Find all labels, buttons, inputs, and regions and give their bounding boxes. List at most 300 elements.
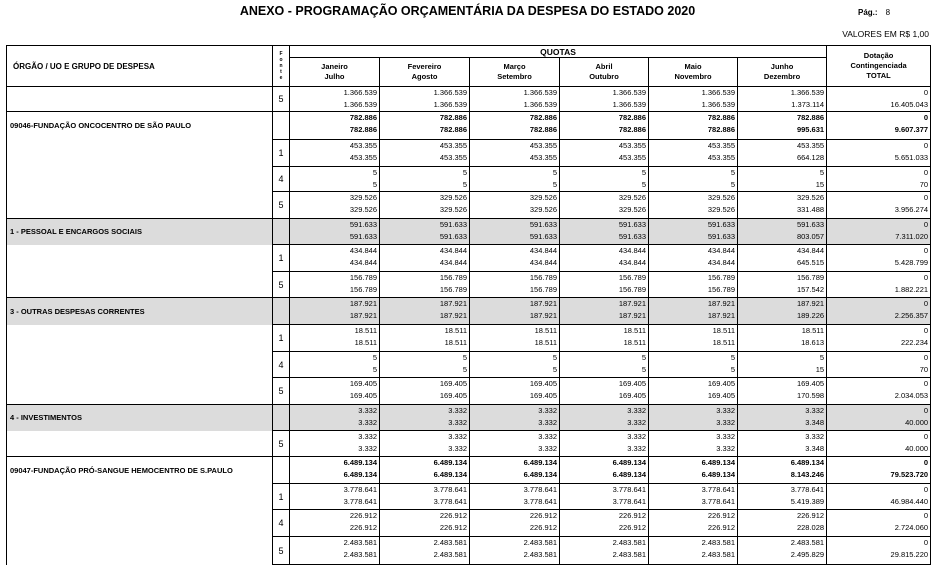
first-semester-value: 3.778.641 xyxy=(612,485,646,494)
second-semester-value: 228.028 xyxy=(796,522,825,532)
second-semester-value: 453.355 xyxy=(529,152,557,162)
second-semester-value: 329.526 xyxy=(618,204,646,214)
dotacao-cell xyxy=(827,219,931,245)
second-semester-value: 170.598 xyxy=(796,390,825,400)
first-semester-value: 434.844 xyxy=(349,246,377,255)
table-row xyxy=(7,352,931,378)
second-semester-value: 434.844 xyxy=(618,257,646,267)
second-semester-value: 169.405 xyxy=(439,390,467,400)
second-semester-value: 3.332 xyxy=(358,443,377,453)
total-label: TOTAL xyxy=(866,71,891,80)
total-value: 40.000 xyxy=(905,443,929,453)
month-value-cell xyxy=(738,87,827,112)
first-semester-value: 782.886 xyxy=(529,113,557,122)
org-cell xyxy=(7,431,273,457)
second-semester-value: 2.495.829 xyxy=(790,549,825,559)
second-semester-value: 434.844 xyxy=(439,257,467,267)
second-semester-value: 18.511 xyxy=(712,337,735,347)
total-value: 5.428.799 xyxy=(894,257,929,267)
month-value-cell xyxy=(738,140,827,167)
first-semester-value: 2.483.581 xyxy=(790,538,825,547)
first-semester-value: 18.511 xyxy=(354,326,377,335)
fonte-column-header xyxy=(273,46,290,87)
second-semester-value: 157.542 xyxy=(796,284,825,294)
total-value: 70 xyxy=(919,179,929,189)
second-semester-value: 782.886 xyxy=(618,124,646,134)
quotas-header: QUOTAS xyxy=(290,46,827,58)
second-semester-value: 156.789 xyxy=(618,284,646,294)
second-semester-value: 5 xyxy=(641,364,646,374)
dotacao-cell xyxy=(827,192,931,219)
month-value-cell xyxy=(738,112,827,140)
first-semester-value: 1.366.539 xyxy=(523,88,557,97)
total-value: 222.234 xyxy=(900,337,929,347)
month-value-cell xyxy=(560,112,649,140)
table-row xyxy=(7,378,931,405)
dotacao-cell xyxy=(827,298,931,325)
month-value-cell xyxy=(470,405,560,431)
second-semester-value: 226.912 xyxy=(529,522,557,532)
month-value-cell xyxy=(380,325,470,352)
first-semester-value: 782.886 xyxy=(439,113,467,122)
month-value-cell xyxy=(290,167,380,192)
first-semester-value: 453.355 xyxy=(349,141,377,150)
fonte-letter: e xyxy=(279,75,283,81)
first-semester-value: 3.332 xyxy=(627,406,646,415)
dotacao-cell xyxy=(827,537,931,565)
first-semester-value: 3.778.641 xyxy=(523,485,557,494)
contingenciada-value: 0 xyxy=(923,511,929,520)
month-value-cell xyxy=(470,352,560,378)
month-value-cell xyxy=(649,325,738,352)
month-value-cell xyxy=(738,325,827,352)
total-value: 2.724.060 xyxy=(894,522,929,532)
second-semester-value: 2.483.581 xyxy=(343,549,377,559)
month-value-cell xyxy=(560,87,649,112)
month-header-5 xyxy=(649,58,738,87)
dotacao-cell xyxy=(827,245,931,272)
total-value: 79.523.720 xyxy=(890,469,929,479)
second-semester-value: 591.633 xyxy=(529,231,557,241)
month-value-cell xyxy=(649,298,738,325)
first-semester-value: 18.511 xyxy=(623,326,646,335)
contingenciada-value: 0 xyxy=(923,246,929,255)
first-semester-value: 329.526 xyxy=(618,193,646,202)
first-semester-value: 3.332 xyxy=(358,406,377,415)
second-semester-value: 5 xyxy=(462,364,467,374)
second-semester-value: 591.633 xyxy=(707,231,735,241)
total-value: 5.651.033 xyxy=(894,152,929,162)
month-bottom: Agosto xyxy=(411,72,438,81)
contingenciada-label: Contingenciada xyxy=(850,61,907,70)
month-value-cell xyxy=(380,112,470,140)
first-semester-value: 18.511 xyxy=(801,326,825,335)
second-semester-value: 226.912 xyxy=(349,522,377,532)
org-cell xyxy=(7,272,273,298)
dotacao-cell xyxy=(827,140,931,167)
month-value-cell xyxy=(649,378,738,405)
month-top: Junho xyxy=(770,62,794,71)
month-value-cell xyxy=(470,192,560,219)
first-semester-value: 156.789 xyxy=(618,273,646,282)
fonte-cell: 5 xyxy=(273,87,290,112)
month-value-cell xyxy=(470,457,560,484)
first-semester-value: 226.912 xyxy=(707,511,735,520)
dotacao-cell xyxy=(827,405,931,431)
dotacao-cell xyxy=(827,272,931,298)
org-cell xyxy=(7,167,273,192)
month-value-cell xyxy=(380,140,470,167)
second-semester-value: 453.355 xyxy=(439,152,467,162)
first-semester-value: 3.332 xyxy=(538,406,557,415)
month-value-cell xyxy=(380,298,470,325)
first-semester-value: 187.921 xyxy=(796,299,825,308)
second-semester-value: 187.921 xyxy=(529,310,557,320)
month-value-cell xyxy=(738,352,827,378)
second-semester-value: 5.419.389 xyxy=(790,496,825,506)
org-cell xyxy=(7,537,273,565)
first-semester-value: 453.355 xyxy=(618,141,646,150)
second-semester-value: 189.226 xyxy=(796,310,825,320)
table-row xyxy=(7,484,931,510)
month-value-cell xyxy=(560,272,649,298)
month-value-cell xyxy=(560,537,649,565)
month-value-cell xyxy=(290,140,380,167)
month-value-cell xyxy=(470,378,560,405)
first-semester-value: 226.912 xyxy=(529,511,557,520)
month-value-cell xyxy=(649,140,738,167)
contingenciada-value: 0 xyxy=(923,168,929,177)
table-row xyxy=(7,112,931,140)
table-row xyxy=(7,87,931,112)
month-value-cell xyxy=(738,219,827,245)
second-semester-value: 782.886 xyxy=(439,124,467,134)
dotacao-cell xyxy=(827,484,931,510)
month-value-cell xyxy=(560,219,649,245)
org-cell xyxy=(7,352,273,378)
first-semester-value: 782.886 xyxy=(349,113,377,122)
total-value: 2.034.053 xyxy=(894,390,929,400)
month-header-2 xyxy=(380,58,470,87)
total-value: 2.256.357 xyxy=(894,310,929,320)
second-semester-value: 3.778.641 xyxy=(433,496,467,506)
second-semester-value: 3.778.641 xyxy=(343,496,377,506)
first-semester-value: 226.912 xyxy=(796,511,825,520)
table-row xyxy=(7,219,931,245)
month-bottom: Dezembro xyxy=(763,72,801,81)
month-value-cell xyxy=(738,272,827,298)
first-semester-value: 169.405 xyxy=(349,379,377,388)
month-header-1 xyxy=(290,58,380,87)
first-semester-value: 1.366.539 xyxy=(790,88,825,97)
second-semester-value: 434.844 xyxy=(707,257,735,267)
first-semester-value: 434.844 xyxy=(529,246,557,255)
total-value: 3.956.274 xyxy=(894,204,929,214)
first-semester-value: 3.332 xyxy=(716,432,735,441)
first-semester-value: 434.844 xyxy=(439,246,467,255)
month-value-cell xyxy=(738,298,827,325)
second-semester-value: 3.778.641 xyxy=(523,496,557,506)
month-value-cell xyxy=(290,457,380,484)
first-semester-value: 453.355 xyxy=(707,141,735,150)
org-cell: 1 - PESSOAL E ENCARGOS SOCIAIS xyxy=(7,219,273,245)
table-row xyxy=(7,298,931,325)
first-semester-value: 5 xyxy=(819,168,825,177)
first-semester-value: 3.332 xyxy=(448,432,467,441)
second-semester-value: 5 xyxy=(730,364,735,374)
first-semester-value: 5 xyxy=(641,353,646,362)
month-value-cell xyxy=(380,537,470,565)
month-value-cell xyxy=(380,484,470,510)
first-semester-value: 5 xyxy=(372,353,377,362)
month-value-cell xyxy=(560,405,649,431)
fonte-letter: o xyxy=(279,57,283,63)
table-row xyxy=(7,192,931,219)
month-header-3 xyxy=(470,58,560,87)
first-semester-value: 187.921 xyxy=(618,299,646,308)
month-value-cell xyxy=(470,537,560,565)
budget-table xyxy=(6,45,931,565)
table-row xyxy=(7,245,931,272)
second-semester-value: 3.332 xyxy=(448,443,467,453)
fonte-cell xyxy=(273,405,290,431)
first-semester-value: 453.355 xyxy=(439,141,467,150)
month-value-cell xyxy=(470,272,560,298)
org-cell xyxy=(7,325,273,352)
second-semester-value: 18.613 xyxy=(801,337,825,347)
table-body xyxy=(7,87,931,565)
month-value-cell xyxy=(738,484,827,510)
first-semester-value: 5 xyxy=(552,168,557,177)
month-value-cell xyxy=(649,484,738,510)
month-top: Maio xyxy=(684,62,702,71)
month-value-cell xyxy=(380,352,470,378)
second-semester-value: 2.483.581 xyxy=(701,549,735,559)
month-value-cell xyxy=(738,431,827,457)
month-value-cell xyxy=(649,192,738,219)
first-semester-value: 3.332 xyxy=(805,406,825,415)
fonte-cell: 5 xyxy=(273,192,290,219)
month-value-cell xyxy=(470,325,560,352)
first-semester-value: 434.844 xyxy=(618,246,646,255)
first-semester-value: 453.355 xyxy=(529,141,557,150)
month-value-cell xyxy=(380,167,470,192)
first-semester-value: 5 xyxy=(462,168,467,177)
first-semester-value: 591.633 xyxy=(529,220,557,229)
month-value-cell xyxy=(560,431,649,457)
org-column-header: ÓRGÃO / UO E GRUPO DE DESPESA xyxy=(7,46,273,87)
second-semester-value: 453.355 xyxy=(707,152,735,162)
first-semester-value: 2.483.581 xyxy=(612,538,646,547)
first-semester-value: 169.405 xyxy=(529,379,557,388)
month-value-cell xyxy=(470,219,560,245)
first-semester-value: 782.886 xyxy=(796,113,825,122)
month-value-cell xyxy=(560,245,649,272)
second-semester-value: 3.332 xyxy=(538,443,557,453)
first-semester-value: 18.511 xyxy=(534,326,557,335)
total-value: 7.311.020 xyxy=(895,231,929,241)
first-semester-value: 156.789 xyxy=(439,273,467,282)
month-value-cell xyxy=(290,431,380,457)
second-semester-value: 782.886 xyxy=(529,124,557,134)
fonte-cell: 5 xyxy=(273,431,290,457)
org-cell: 09047-FUNDAÇÃO PRÓ-SANGUE HEMOCENTRO DE S.PAULO xyxy=(7,457,273,484)
month-value-cell xyxy=(560,457,649,484)
first-semester-value: 782.886 xyxy=(707,113,735,122)
contingenciada-value: 0 xyxy=(923,326,929,335)
month-value-cell xyxy=(560,510,649,537)
first-semester-value: 329.526 xyxy=(349,193,377,202)
month-value-cell xyxy=(649,167,738,192)
first-semester-value: 453.355 xyxy=(796,141,825,150)
first-semester-value: 169.405 xyxy=(618,379,646,388)
report-title: ANEXO - PROGRAMAÇÃO ORÇAMENTÁRIA DA DESPESA DO ESTADO 2020 xyxy=(239,4,696,18)
contingenciada-value: 0 xyxy=(923,88,929,97)
dotacao-cell xyxy=(827,457,931,484)
month-top: Fevereiro xyxy=(407,62,442,71)
second-semester-value: 156.789 xyxy=(349,284,377,294)
contingenciada-value: 0 xyxy=(923,141,929,150)
month-value-cell xyxy=(560,378,649,405)
first-semester-value: 5 xyxy=(730,353,735,362)
second-semester-value: 3.332 xyxy=(448,417,467,427)
month-top: Abril xyxy=(595,62,613,71)
org-cell xyxy=(7,87,273,112)
second-semester-value: 5 xyxy=(552,364,557,374)
month-value-cell xyxy=(738,378,827,405)
fonte-cell: 5 xyxy=(273,378,290,405)
first-semester-value: 5 xyxy=(372,168,377,177)
table-row xyxy=(7,537,931,565)
table-row xyxy=(7,510,931,537)
month-top: Março xyxy=(503,62,526,71)
first-semester-value: 591.633 xyxy=(439,220,467,229)
total-value: 1.882.221 xyxy=(894,284,929,294)
second-semester-value: 1.366.539 xyxy=(433,99,467,109)
month-value-cell xyxy=(470,484,560,510)
total-value: 70 xyxy=(919,364,929,374)
fonte-cell xyxy=(273,298,290,325)
second-semester-value: 329.526 xyxy=(707,204,735,214)
second-semester-value: 156.789 xyxy=(529,284,557,294)
first-semester-value: 156.789 xyxy=(707,273,735,282)
first-semester-value: 5 xyxy=(819,353,825,362)
month-value-cell xyxy=(290,537,380,565)
second-semester-value: 156.789 xyxy=(439,284,467,294)
second-semester-value: 591.633 xyxy=(349,231,377,241)
second-semester-value: 8.143.246 xyxy=(790,469,825,479)
second-semester-value: 6.489.134 xyxy=(612,469,646,479)
contingenciada-value: 0 xyxy=(923,299,929,308)
month-value-cell xyxy=(290,272,380,298)
dotacao-label: Dotação xyxy=(863,51,894,60)
second-semester-value: 5 xyxy=(372,364,377,374)
fonte-cell: 4 xyxy=(273,510,290,537)
dotacao-cell xyxy=(827,112,931,140)
second-semester-value: 1.366.539 xyxy=(701,99,735,109)
page-number: 8 xyxy=(885,8,891,17)
second-semester-value: 453.355 xyxy=(618,152,646,162)
second-semester-value: 2.483.581 xyxy=(523,549,557,559)
month-value-cell xyxy=(470,112,560,140)
first-semester-value: 169.405 xyxy=(439,379,467,388)
second-semester-value: 3.348 xyxy=(805,417,825,427)
month-value-cell xyxy=(649,537,738,565)
second-semester-value: 3.348 xyxy=(805,443,825,453)
month-value-cell xyxy=(380,245,470,272)
second-semester-value: 2.483.581 xyxy=(612,549,646,559)
contingenciada-value: 0 xyxy=(923,353,929,362)
second-semester-value: 226.912 xyxy=(439,522,467,532)
dotacao-cell xyxy=(827,325,931,352)
fonte-cell: 4 xyxy=(273,167,290,192)
contingenciada-value: 0 xyxy=(923,220,929,229)
second-semester-value: 3.332 xyxy=(716,443,735,453)
first-semester-value: 329.526 xyxy=(529,193,557,202)
second-semester-value: 3.332 xyxy=(716,417,735,427)
month-value-cell xyxy=(738,537,827,565)
second-semester-value: 1.366.539 xyxy=(523,99,557,109)
first-semester-value: 2.483.581 xyxy=(701,538,735,547)
second-semester-value: 329.526 xyxy=(439,204,467,214)
org-cell: 09046-FUNDAÇÃO ONCOCENTRO DE SÃO PAULO xyxy=(7,112,273,140)
fonte-cell: 1 xyxy=(273,245,290,272)
month-value-cell xyxy=(560,192,649,219)
fonte-cell: 1 xyxy=(273,484,290,510)
first-semester-value: 434.844 xyxy=(707,246,735,255)
second-semester-value: 434.844 xyxy=(529,257,557,267)
contingenciada-value: 0 xyxy=(923,406,929,415)
first-semester-value: 6.489.134 xyxy=(343,458,377,467)
month-value-cell xyxy=(380,431,470,457)
first-semester-value: 3.332 xyxy=(627,432,646,441)
month-value-cell xyxy=(738,405,827,431)
first-semester-value: 6.489.134 xyxy=(523,458,557,467)
total-value: 29.815.220 xyxy=(890,549,929,559)
first-semester-value: 591.633 xyxy=(349,220,377,229)
month-value-cell xyxy=(470,87,560,112)
first-semester-value: 18.511 xyxy=(444,326,467,335)
month-value-cell xyxy=(470,298,560,325)
second-semester-value: 18.511 xyxy=(623,337,646,347)
first-semester-value: 1.366.539 xyxy=(701,88,735,97)
month-value-cell xyxy=(649,457,738,484)
first-semester-value: 329.526 xyxy=(707,193,735,202)
table-row xyxy=(7,140,931,167)
second-semester-value: 226.912 xyxy=(707,522,735,532)
second-semester-value: 2.483.581 xyxy=(433,549,467,559)
org-cell: 3 - OUTRAS DESPESAS CORRENTES xyxy=(7,298,273,325)
first-semester-value: 5 xyxy=(730,168,735,177)
first-semester-value: 156.789 xyxy=(349,273,377,282)
month-value-cell xyxy=(470,167,560,192)
second-semester-value: 5 xyxy=(462,179,467,189)
dotacao-cell xyxy=(827,378,931,405)
second-semester-value: 169.405 xyxy=(707,390,735,400)
second-semester-value: 591.633 xyxy=(618,231,646,241)
first-semester-value: 6.489.134 xyxy=(790,458,825,467)
month-value-cell xyxy=(290,192,380,219)
second-semester-value: 156.789 xyxy=(707,284,735,294)
contingenciada-value: 0 xyxy=(923,538,929,547)
first-semester-value: 1.366.539 xyxy=(343,88,377,97)
month-value-cell xyxy=(649,405,738,431)
month-value-cell xyxy=(380,87,470,112)
month-value-cell xyxy=(649,112,738,140)
org-cell xyxy=(7,484,273,510)
second-semester-value: 3.332 xyxy=(627,417,646,427)
first-semester-value: 6.489.134 xyxy=(701,458,735,467)
